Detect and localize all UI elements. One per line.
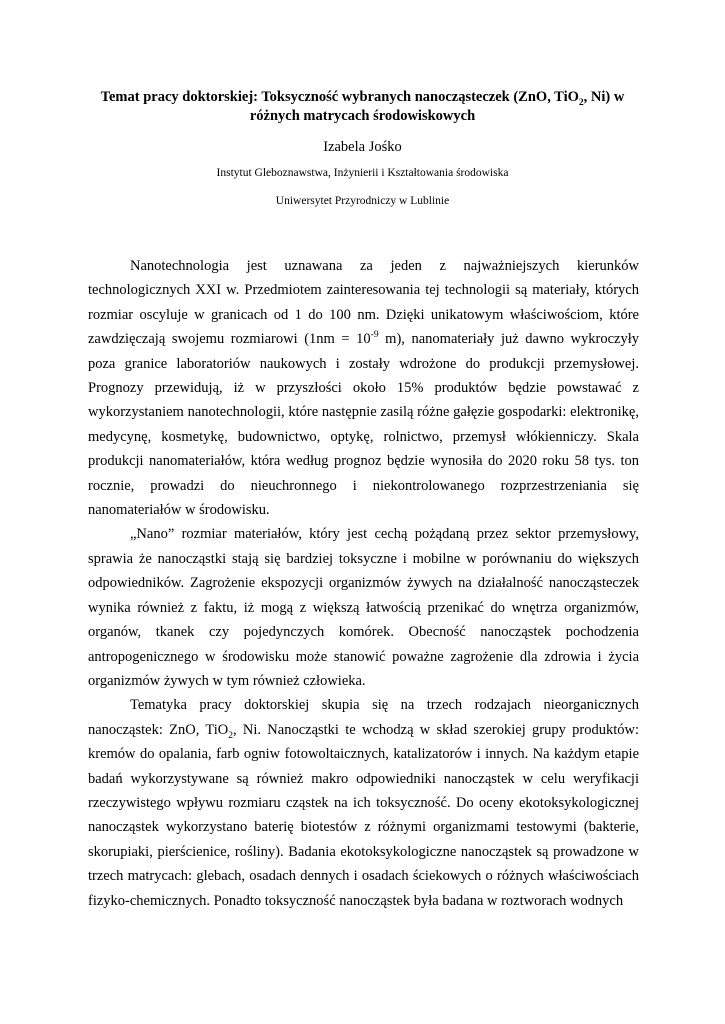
university: Uniwersytet Przyrodniczy w Lublinie [275, 195, 450, 207]
document-title [0, 88, 725, 126]
title-text-3: różnych matrycach środowiskowych [249, 108, 476, 124]
title-text-1: Temat pracy doktorskiej: Toksyczność wybranych nanocząsteczek (ZnO, TiO [100, 89, 579, 105]
paragraph-1-text-b: m), nanomateriały już dawno wykroczyły poza granice laboratoriów naukowych i zostały wdrożone do produkcji przemysłowej. Prognozy przewidują, iż w przyszłości około 15% produktów będzie powstawać z wykorzystaniem nanotechnologii, które następnie zasilą różne gałęzie gospodarki: elektronikę, medycynę, kosmetykę, budownictwo, optykę, rolnictwo, przemysł włókienniczy. Skala produkcji nanomateriałów, która według prognoz będzie wynosiła do 2020 roku 58 tys. ton rocznie, prowadzi do nieuchronnego i niekontrolowanego rozprzestrzeniania się nanomateriałów w środowisku. [88, 331, 639, 519]
paragraph-1-text-a: Nanotechnologia jest uznawana za jeden z najważniejszych kierunków technologicznych XXI w. Przedmiotem zainteresowania tej technologii są materiały, których rozmiar oscyluje w granicach od 1 do 100 nm. Dzięki unikatowym właściwościom, które zawdzięczają swojemu rozmiarowi (1nm = 10 [88, 258, 639, 348]
paragraph-3-subscript: 2 [228, 730, 233, 741]
paragraph-2: „Nano” rozmiar materiałów, który jest cechą pożądaną przez sektor przemysłowy, sprawia że nanocząstki stają się bardziej toksyczne i mobilne w porównaniu do większych odpowiedników. Zagrożenie ekspozycji organizmów żywych na działalność nanocząsteczek wynika również z faktu, iż mogą z większą łatwością przenikać do wnętrza organizmów, organów, tkanek czy pojedynczych komórek. Obecność nanocząstek pochodzenia antropogenicznego w środowisku może stanowić poważne zagrożenie dla zdrowia i życia organizmów żywych w tym również człowieka. [88, 526, 639, 689]
affiliation: Instytut Gleboznawstwa, Inżynierii i Kształtowania środowiska [216, 167, 509, 179]
paragraph-1 [88, 254, 639, 522]
author-name: Izabela Jośko [323, 139, 402, 155]
paragraph-3-text-b: , Ni. Nanocząstki te wchodzą w skład szerokiej grupy produktów: kremów do opalania, farb ogniw fotowoltaicznych, katalizatorów i innych. Na każdym etapie badań wykorzystywane są również makro odpowiedniki nanocząstek w celu weryfikacji rzeczywistego wpływu rozmiaru cząstek na ich toksyczność. Do oceny ekotoksykologicznej nanocząstek wykorzystano baterię biotestów z różnymi organizmami testowymi (bakterie, skorupiaki, pierścienice, rośliny). Badania ekotoksykologiczne nanocząstek są prowadzone w trzech matrycach: glebach, osadach dennych i osadach ściekowych o różnych właściwościach fizyko-chemicznych. Ponadto toksyczność nanocząstek była badana w roztworach wodnych [88, 721, 639, 909]
document-header [0, 88, 725, 209]
paragraph-1-superscript: -9 [370, 330, 379, 341]
paragraph-3 [88, 693, 639, 913]
paragraph-3-text-a: Tematyka pracy doktorskiej skupia się na trzech rodzajach nieorganicznych nanocząstek: ZnO, TiO [88, 697, 639, 738]
title-subscript: 2 [578, 97, 584, 108]
title-text-2: , Ni) w [583, 89, 625, 105]
document-body [88, 254, 639, 913]
